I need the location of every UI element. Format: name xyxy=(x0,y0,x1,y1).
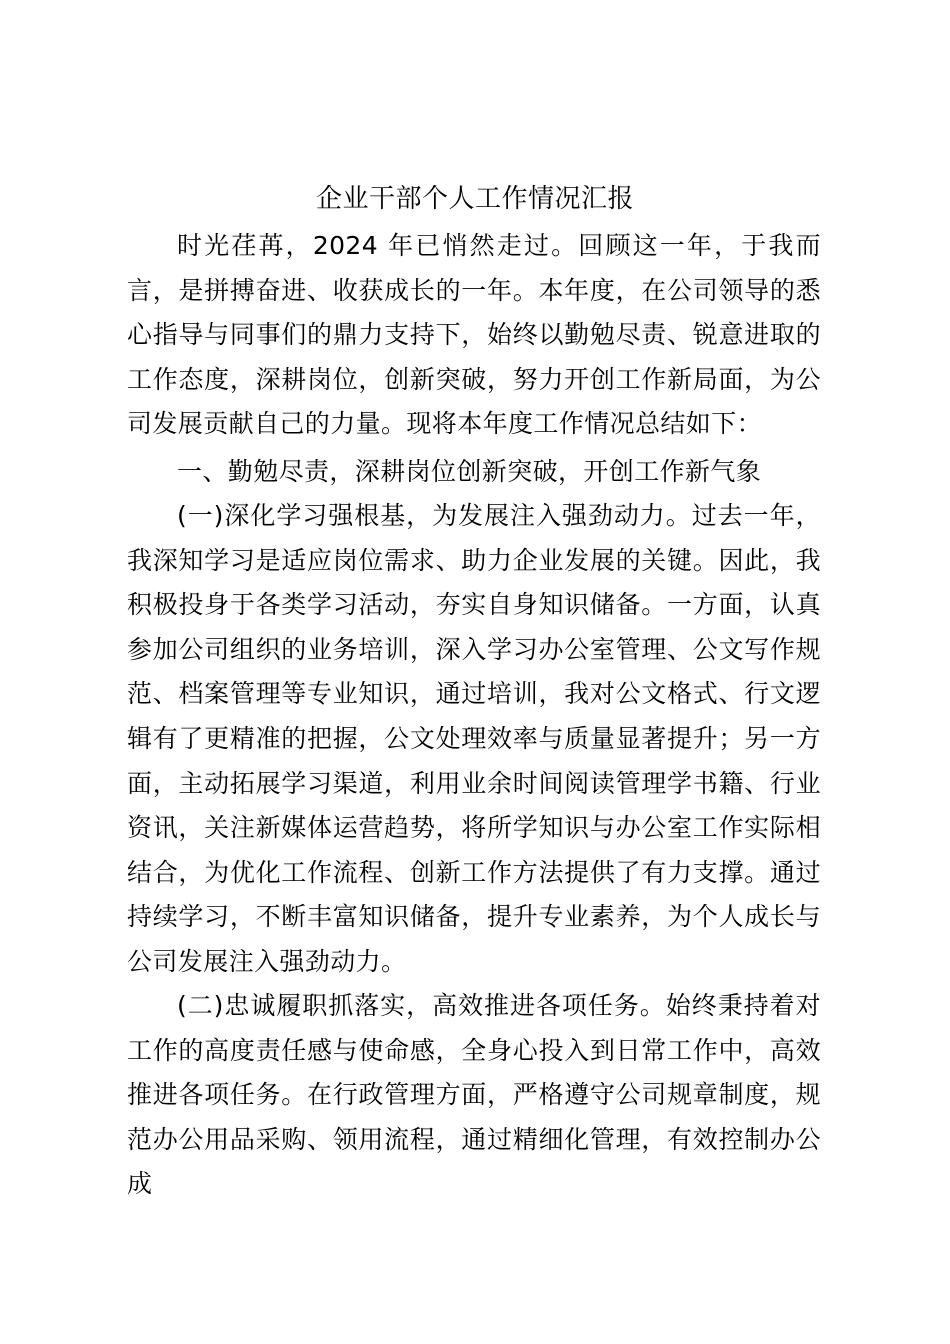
subsection-2-paragraph: (二)忠诚履职抓落实，高效推进各项任务。始终秉持着对工作的高度责任感与使命感，全身心投入到日常工作中，高效推进各项任务。在行政管理方面，严格遵守公司规章制度，规范办公用品采购、领用流程，通过精细化管理，有效控制办公成 xyxy=(127,991,821,1199)
document-title: 企业干部个人工作情况汇报 xyxy=(315,184,634,214)
subsection-1-paragraph: (一)深化学习强根基，为发展注入强劲动力。过去一年，我深知学习是适应岗位需求、助力企业发展的关键。因此，我积极投身于各类学习活动，夯实自身知识储备。一方面，认真参加公司组织的业务培训，深入学习办公室管理、公文写作规范、档案管理等专业知识，通过培训，我对公文格式、行文逻辑有了更精准的把握，公文处理效率与质量显著提升；另一方面，主动拓展学习渠道，利用业余时间阅读管理学书籍、行业资讯，关注新媒体运营趋势，将所学知识与办公室工作实际相结合，为优化工作流程、创新工作方法提供了有力支撑。通过持续学习，不断丰富知识储备，提升专业素养，为个人成长与公司发展注入强劲动力。 xyxy=(127,501,821,976)
intro-paragraph: 时光荏苒，2024 年已悄然走过。回顾这一年，于我而言，是拼搏奋进、收获成长的一年。本年度，在公司领导的悉心指导与同事们的鼎力支持下，始终以勤勉尽责、锐意进取的工作态度，深耕岗位，创新突破，努力开创工作新局面，为公司发展贡献自己的力量。现将本年度工作情况总结如下： xyxy=(127,231,821,439)
section-heading-1: 一、勤勉尽责，深耕岗位创新突破，开创工作新气象 xyxy=(177,457,762,486)
